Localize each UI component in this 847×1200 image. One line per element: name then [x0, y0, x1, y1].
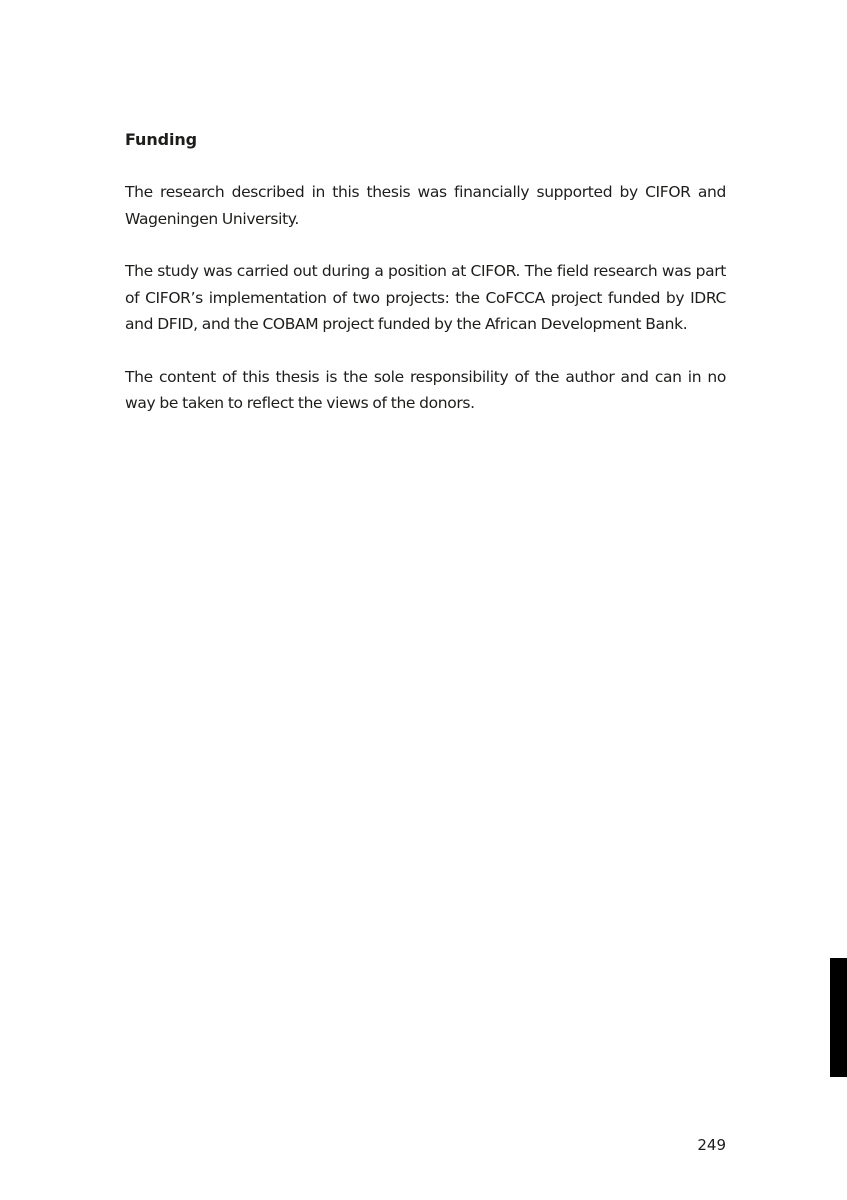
- section-heading: Funding: [125, 130, 197, 149]
- funding-paragraph-2: The study was carried out during a position at CIFOR. The field research was part of CIFOR’s implementation of two projects: the CoFCCA project funded by IDRC and DFID, and the COBAM project funded by the African Development Bank.: [125, 262, 726, 333]
- funding-section: [125, 127, 726, 443]
- funding-paragraph-1: The research described in this thesis was financially supported by CIFOR and Wageningen University.: [125, 183, 726, 228]
- chapter-thumb-tab: [830, 958, 847, 1077]
- funding-paragraph-3: The content of this thesis is the sole responsibility of the author and can in no way be taken to reflect the views of the donors.: [125, 367, 726, 412]
- page-number: 249: [697, 1136, 726, 1154]
